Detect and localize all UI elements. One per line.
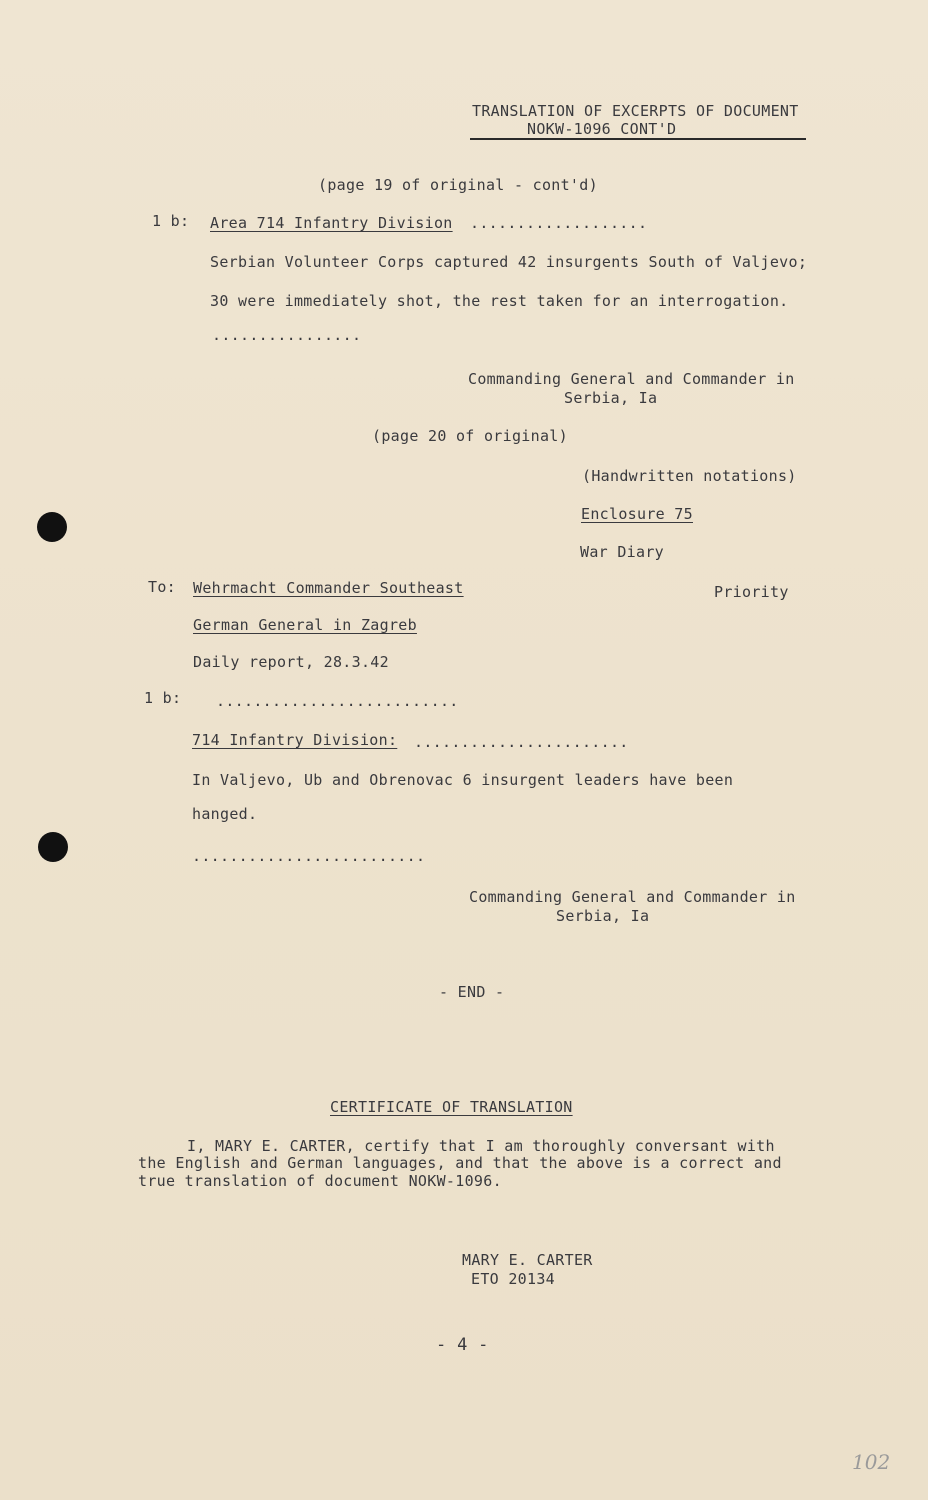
page-reference-20: (page 20 of original) <box>372 427 568 445</box>
report-text-line: 30 were immediately shot, the rest taken for an interrogation. <box>210 292 789 310</box>
certificate-title: CERTIFICATE OF TRANSLATION <box>330 1098 573 1116</box>
header-title: TRANSLATION OF EXCERPTS OF DOCUMENT <box>472 102 799 120</box>
punch-hole-top <box>37 512 67 542</box>
signature-line: Commanding General and Commander in <box>469 888 796 906</box>
enclosure-label: Enclosure 75 <box>581 505 693 523</box>
page-number: - 4 - <box>436 1335 489 1355</box>
priority-label: Priority <box>714 583 789 601</box>
item-label: 1 b: <box>152 212 190 230</box>
signature-line: Serbia, Ia <box>564 389 658 407</box>
to-label: To: <box>148 578 176 596</box>
daily-report-line: Daily report, 28.3.42 <box>193 653 389 671</box>
handwritten-page-number: 102 <box>852 1450 891 1474</box>
signature-line: Commanding General and Commander in <box>468 370 795 388</box>
item-title-area-714: Area 714 Infantry Division <box>210 214 453 232</box>
report-text-line: Serbian Volunteer Corps captured 42 insurgents South of Valjevo; <box>210 253 808 271</box>
certificate-text-line: true translation of document NOKW-1096. <box>138 1172 502 1190</box>
item-label: 1 b: <box>144 689 182 707</box>
end-marker: - END - <box>439 983 505 1001</box>
header-document-id: NOKW-1096 CONT'D <box>527 120 677 138</box>
ellipsis-dots: ................ <box>212 326 362 344</box>
header-underline <box>470 138 806 140</box>
handwritten-note: (Handwritten notations) <box>582 467 797 485</box>
recipient-line: German General in Zagreb <box>193 616 417 634</box>
signer-name: MARY E. CARTER <box>462 1251 593 1269</box>
signature-line: Serbia, Ia <box>556 907 650 925</box>
ellipsis-dots: ......................... <box>192 847 426 865</box>
certificate-text-line: the English and German languages, and that the above is a correct and <box>138 1154 782 1172</box>
signer-id: ETO 20134 <box>471 1270 555 1288</box>
page-reference-19: (page 19 of original - cont'd) <box>318 176 598 194</box>
report-text-line: In Valjevo, Ub and Obrenovac 6 insurgent leaders have been <box>192 771 734 789</box>
report-text-line: hanged. <box>192 805 258 823</box>
item-dots: ................... <box>470 214 648 232</box>
division-title: 714 Infantry Division: <box>192 731 398 749</box>
war-diary-label: War Diary <box>580 543 664 561</box>
division-dots: ....................... <box>414 733 629 751</box>
item-dots: .......................... <box>216 692 459 710</box>
recipient-line: Wehrmacht Commander Southeast <box>193 579 464 597</box>
certificate-text-line: I, MARY E. CARTER, certify that I am thoroughly conversant with <box>187 1137 775 1155</box>
punch-hole-bottom <box>38 832 68 862</box>
